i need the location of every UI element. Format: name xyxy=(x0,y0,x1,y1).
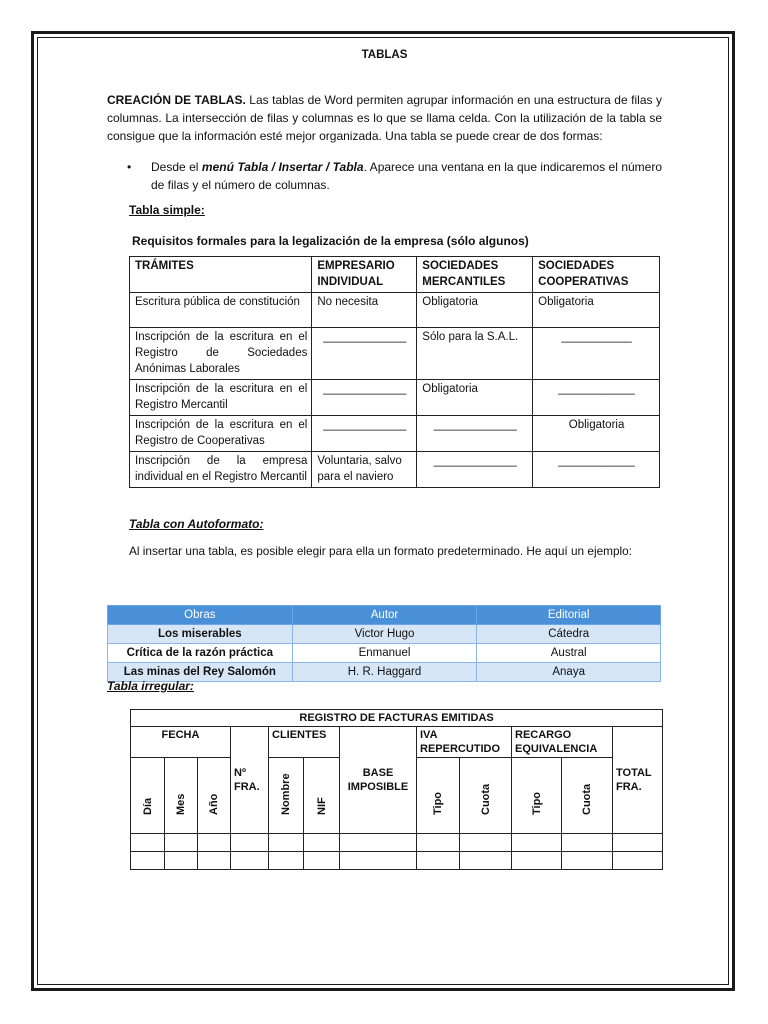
fecha-header: FECHA xyxy=(131,727,231,758)
table-cell: H. R. Haggard xyxy=(292,663,477,682)
table-cell: Inscripción de la escritura en el Registro de Cooperativas xyxy=(130,416,312,452)
simple-table-header-row xyxy=(130,257,660,293)
table-cell: ____________ xyxy=(533,380,660,416)
table-cell: _____________ xyxy=(312,380,417,416)
anio-header xyxy=(198,758,231,834)
table-row xyxy=(130,452,660,488)
table-row xyxy=(130,293,660,328)
dia-header xyxy=(131,758,165,834)
recargo-tipo-label: Tipo xyxy=(530,791,543,815)
bullet-suffix: . Aparece una ventana en la que indicaremos el número de filas y el número de columnas. xyxy=(151,160,663,192)
header-cell: TRÁMITES xyxy=(130,257,312,293)
table-row xyxy=(108,644,661,663)
recargo-cuota-header xyxy=(562,758,613,834)
table-cell: Victor Hugo xyxy=(292,625,477,644)
header-cell: SOCIEDADES MERCANTILES xyxy=(417,257,533,293)
bullet-item xyxy=(107,158,662,194)
table-row xyxy=(131,834,663,852)
simple-table xyxy=(129,256,660,488)
intro-lead: CREACIÓN DE TABLAS. xyxy=(107,93,246,107)
anio-label: Año xyxy=(208,793,220,815)
header-cell: Obras xyxy=(108,606,293,625)
table-cell: Inscripción de la empresa individual en el Registro Mercantil xyxy=(130,452,312,488)
table-cell: Inscripción de la escritura en el Registro Mercantil xyxy=(130,380,312,416)
nif-header xyxy=(304,758,340,834)
table-row xyxy=(130,416,660,452)
header-cell: SOCIEDADES COOPERATIVAS xyxy=(533,257,660,293)
irregular-title-row xyxy=(131,710,663,727)
table-row xyxy=(108,625,661,644)
page-title: TABLAS xyxy=(361,49,408,61)
table-cell: Obligatoria xyxy=(533,416,660,452)
total-header: TOTAL FRA. xyxy=(613,727,663,834)
table-row xyxy=(130,380,660,416)
table-cell: Inscripción de la escritura en el Registro de Sociedades Anónimas Laborales xyxy=(130,328,312,380)
irregular-table-heading: Tabla irregular: xyxy=(107,679,194,693)
table-cell: No necesita xyxy=(312,293,417,328)
table-cell: ____________ xyxy=(533,452,660,488)
iva-header: IVA REPERCUTIDO xyxy=(417,727,512,758)
table-row xyxy=(131,852,663,870)
nombre-header xyxy=(269,758,304,834)
recargo-tipo-header xyxy=(512,758,562,834)
table-cell: ___________ xyxy=(533,328,660,380)
table-cell: Crítica de la razón práctica xyxy=(108,644,293,663)
iva-tipo-header xyxy=(417,758,460,834)
bullet-text xyxy=(151,158,662,194)
table-cell: _____________ xyxy=(417,416,533,452)
iva-cuota-header xyxy=(460,758,512,834)
irregular-table xyxy=(130,709,663,870)
autoformat-header-row xyxy=(108,606,661,625)
table-cell: _____________ xyxy=(417,452,533,488)
table-cell: Cátedra xyxy=(477,625,661,644)
nombre-label: Nombre xyxy=(280,773,292,815)
table-cell: Las minas del Rey Salomón xyxy=(108,663,293,682)
irregular-group-row xyxy=(131,727,663,758)
base-header: BASE IMPOSIBLE xyxy=(340,727,417,834)
table-cell: Sólo para la S.A.L. xyxy=(417,328,533,380)
clientes-header: CLIENTES xyxy=(269,727,340,758)
table-cell: _____________ xyxy=(312,416,417,452)
header-cell: Editorial xyxy=(477,606,661,625)
table-cell: Obligatoria xyxy=(417,380,533,416)
header-cell: Autor xyxy=(292,606,477,625)
iva-cuota-label: Cuota xyxy=(479,783,492,815)
table-cell: _____________ xyxy=(312,328,417,380)
dia-label: Día xyxy=(141,797,154,815)
irregular-title: REGISTRO DE FACTURAS EMITIDAS xyxy=(131,710,663,727)
autoformat-table xyxy=(107,605,661,682)
autoformat-heading: Tabla con Autoformato: xyxy=(129,517,264,531)
mes-label: Mes xyxy=(175,793,187,815)
intro-text: Las tablas de Word permiten agrupar información en una estructura de filas y columnas. La intersección de filas y columnas es lo que se llama celda. Con la utilización de la tabla se consigue que la información esté mejor organizada. Una tabla se puede crear de dos formas: xyxy=(107,93,663,143)
iva-tipo-label: Tipo xyxy=(432,791,444,815)
recargo-cuota-label: Cuota xyxy=(581,783,593,815)
bullet-menu-path: menú Tabla / Insertar / Tabla xyxy=(201,160,364,174)
mes-header xyxy=(165,758,198,834)
document-body xyxy=(107,46,662,560)
bullet-prefix: Desde el xyxy=(151,160,202,174)
table-cell: Obligatoria xyxy=(533,293,660,328)
table-cell: Los miserables xyxy=(108,625,293,644)
header-cell: EMPRESARIO INDIVIDUAL xyxy=(312,257,417,293)
table-cell: Anaya xyxy=(477,663,661,682)
table-row xyxy=(130,328,660,380)
simple-table-heading: Tabla simple: xyxy=(129,203,205,217)
nfra-header: Nº FRA. xyxy=(231,727,269,834)
intro-paragraph xyxy=(107,91,662,145)
table-cell: Escritura pública de constitución xyxy=(130,293,312,328)
table-cell: Voluntaria, salvo para el naviero xyxy=(312,452,417,488)
table-cell: Obligatoria xyxy=(417,293,533,328)
nif-label: NIF xyxy=(315,797,328,815)
autoformat-paragraph: Al insertar una tabla, es posible elegir para ella un formato predeterminado. He aquí un ejemplo: xyxy=(129,544,632,558)
bullet-icon: • xyxy=(127,160,132,174)
table-cell: Enmanuel xyxy=(292,644,477,663)
recargo-header: RECARGO EQUIVALENCIA xyxy=(512,727,613,758)
simple-table-caption: Requisitos formales para la legalización de la empresa (sólo algunos) xyxy=(132,234,529,248)
table-cell: Austral xyxy=(477,644,661,663)
